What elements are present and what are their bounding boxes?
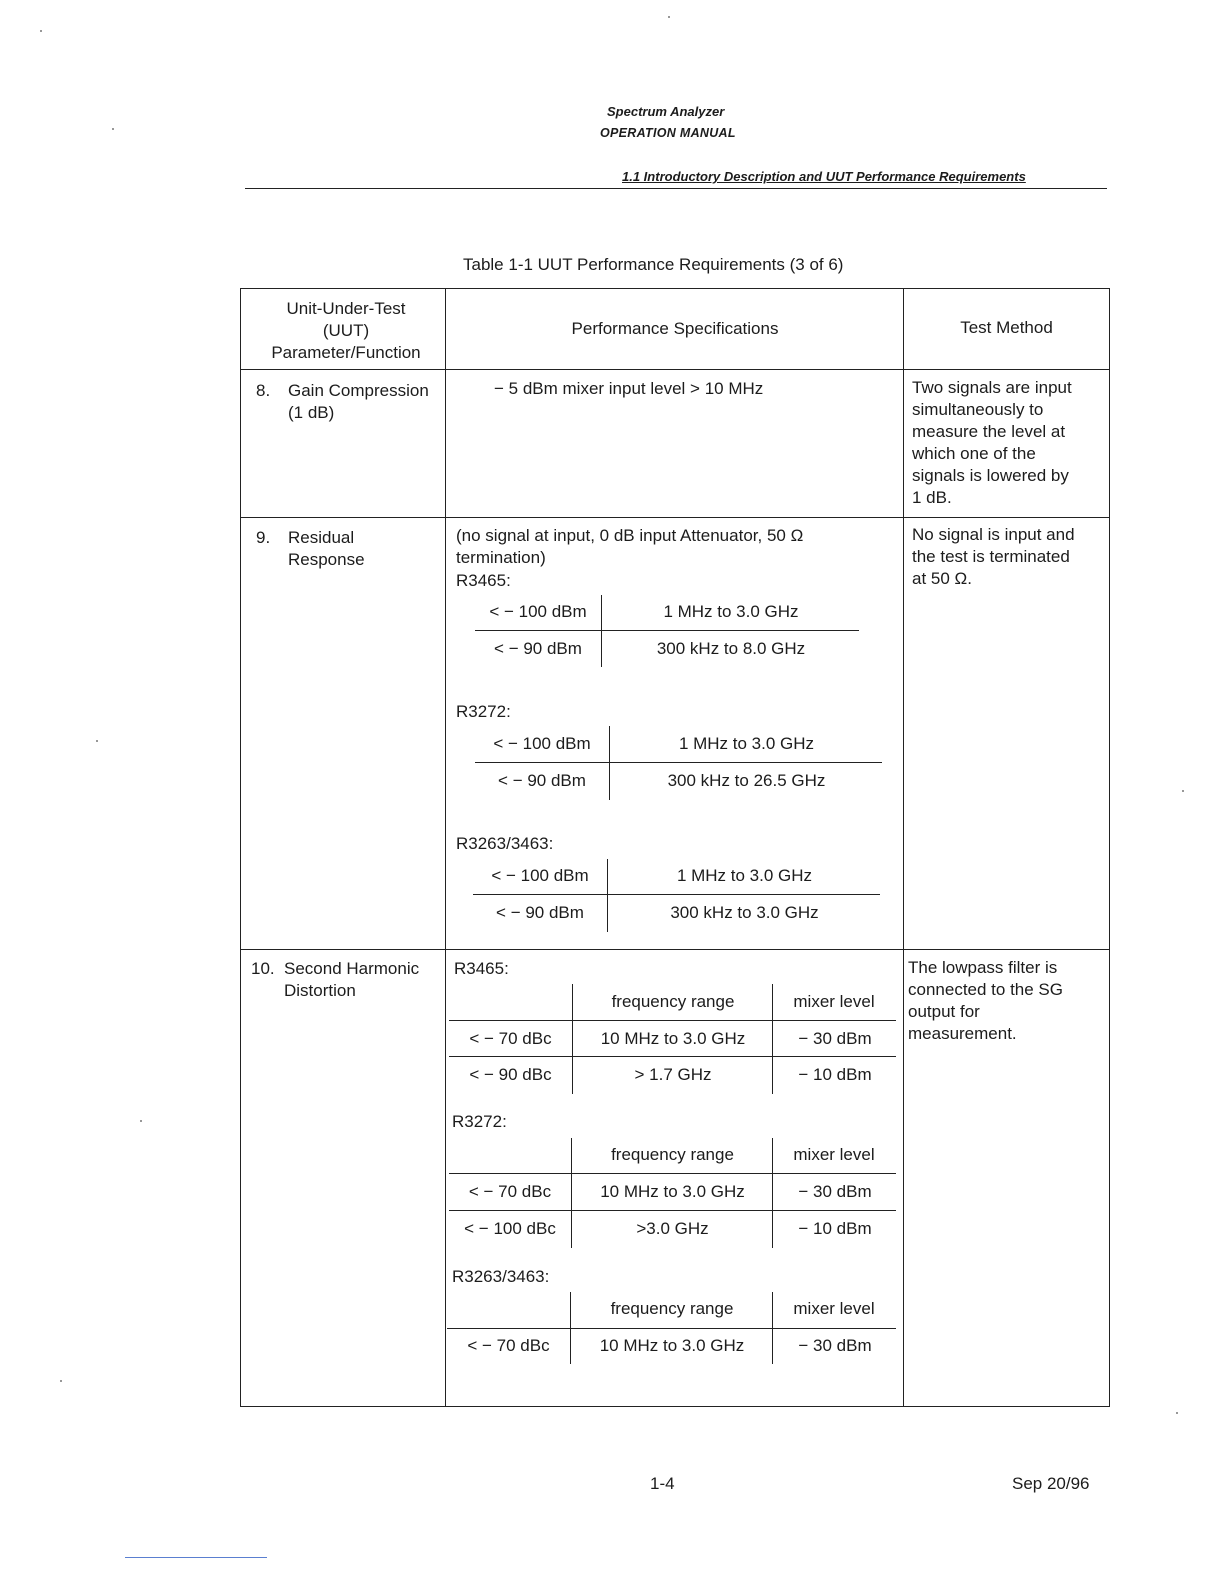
subtable-divider <box>571 1138 572 1248</box>
residual-range: 300 kHz to 3.0 GHz <box>670 903 819 922</box>
revision-date: Sep 20/96 <box>1012 1474 1090 1493</box>
subtable-divider <box>772 1138 773 1248</box>
header-param-line3: Parameter/Function <box>271 343 421 362</box>
harmonic-level: < − 100 dBc <box>464 1219 556 1238</box>
col-mixer-level: mixer level <box>793 1299 875 1318</box>
col-divider-2 <box>903 288 904 1406</box>
residual-range: 1 MHz to 3.0 GHz <box>676 866 813 885</box>
row8-method-line: which one of the <box>912 444 1036 463</box>
residual-level: < − 90 dBm <box>496 903 584 922</box>
row8-method-line: Two signals are input <box>912 378 1072 397</box>
row9-name-line2: Response <box>288 550 365 569</box>
row10-method-line: output for <box>908 1002 980 1021</box>
row8-name <box>288 380 429 424</box>
harmonic-level: < − 70 dBc <box>467 1336 550 1355</box>
row-divider-9 <box>240 949 1110 950</box>
col-frequency-range: frequency range <box>611 1145 734 1164</box>
row8-name-line2: (1 dB) <box>288 403 335 422</box>
row10-model-r3272: R3272: <box>452 1112 507 1131</box>
row10-method-line: measurement. <box>908 1024 1017 1043</box>
harmonic-mixer: − 10 dBm <box>798 1219 872 1238</box>
row-divider-header <box>240 369 1110 370</box>
scan-speck <box>668 16 670 18</box>
residual-level: < − 90 dBm <box>494 639 582 658</box>
harmonic-mixer: − 30 dBm <box>798 1182 872 1201</box>
scan-speck <box>1176 1412 1178 1414</box>
row8-method-line: signals is lowered by <box>912 466 1069 485</box>
row8-method-line: simultaneously to <box>912 400 1044 419</box>
row9-number: 9. <box>256 528 271 547</box>
harmonic-mixer: − 30 dBm <box>798 1029 872 1048</box>
subtable-rule <box>447 1328 896 1329</box>
row10-method <box>908 957 1063 1045</box>
harmonic-level: < − 90 dBc <box>469 1065 552 1084</box>
row8-spec: − 5 dBm mixer input level > 10 MHz <box>494 379 764 398</box>
row10-number: 10. <box>251 959 275 978</box>
harmonic-range: 10 MHz to 3.0 GHz <box>600 1029 746 1048</box>
header-param-line1: Unit-Under-Test <box>286 299 406 318</box>
subtable-rule <box>475 630 859 631</box>
harmonic-range: >3.0 GHz <box>636 1219 709 1238</box>
row-divider-8 <box>240 517 1110 518</box>
scan-speck <box>112 128 114 130</box>
document-title: Spectrum Analyzer <box>607 104 725 119</box>
harmonic-level: < − 70 dBc <box>468 1182 552 1201</box>
row10-model-r3465: R3465: <box>454 959 509 978</box>
row9-model-r3263: R3263/3463: <box>456 834 554 853</box>
row9-intro-line2: termination) <box>456 548 546 567</box>
row9-method <box>912 524 1075 590</box>
row8-number: 8. <box>256 381 271 400</box>
page-number: 1-4 <box>650 1474 675 1493</box>
col-divider-1 <box>445 288 446 1406</box>
scan-edge-mark <box>125 1557 267 1558</box>
row10-model-r3263: R3263/3463: <box>452 1267 550 1286</box>
col-mixer-level: mixer level <box>793 1145 875 1164</box>
col-frequency-range: frequency range <box>611 992 735 1011</box>
subtable-rule <box>449 1210 896 1211</box>
row9-method-line: the test is terminated <box>912 547 1070 566</box>
header-param <box>248 298 444 364</box>
table-caption: Table 1-1 UUT Performance Requirements (3 of 6) <box>463 255 844 274</box>
row10-name-line1: Second Harmonic <box>284 959 420 978</box>
residual-range: 300 kHz to 26.5 GHz <box>667 771 826 790</box>
row9-intro <box>456 525 803 569</box>
row9-name <box>288 527 365 571</box>
residual-range: 300 kHz to 8.0 GHz <box>656 639 806 658</box>
row9-model-r3272: R3272: <box>456 702 511 721</box>
residual-level: < − 100 dBm <box>493 734 591 753</box>
residual-level: < − 90 dBm <box>498 771 586 790</box>
scan-speck <box>40 30 42 32</box>
residual-range: 1 MHz to 3.0 GHz <box>663 602 799 621</box>
harmonic-range: > 1.7 GHz <box>634 1065 712 1084</box>
subtable-rule <box>475 762 882 763</box>
harmonic-range: 10 MHz to 3.0 GHz <box>600 1182 745 1201</box>
row9-method-line: No signal is input and <box>912 525 1075 544</box>
residual-range: 1 MHz to 3.0 GHz <box>678 734 815 753</box>
scan-speck <box>1182 790 1184 792</box>
subtable-rule <box>449 1056 896 1057</box>
subtable-divider <box>609 726 610 800</box>
row8-method <box>912 377 1072 509</box>
residual-level: < − 100 dBm <box>491 866 589 885</box>
row10-name <box>284 958 419 1002</box>
row10-name-line2: Distortion <box>284 981 356 1000</box>
subtable-rule <box>473 894 880 895</box>
header-rule <box>245 188 1107 189</box>
subtable-divider <box>772 984 773 1094</box>
subtable-divider <box>601 595 602 667</box>
scan-speck <box>140 1120 142 1122</box>
residual-level: < − 100 dBm <box>489 602 587 621</box>
row10-method-line: connected to the SG <box>908 980 1063 999</box>
subtable-divider <box>572 984 573 1094</box>
row9-model-r3465: R3465: <box>456 571 511 590</box>
header-method: Test Method <box>960 318 1053 337</box>
row9-intro-line1: (no signal at input, 0 dB input Attenuator, 50 Ω <box>456 526 804 545</box>
row8-method-line: 1 dB. <box>912 488 952 507</box>
row9-method-line: at 50 Ω. <box>912 569 972 588</box>
harmonic-mixer: − 30 dBm <box>798 1336 872 1355</box>
document-subtitle: OPERATION MANUAL <box>600 126 736 140</box>
col-mixer-level: mixer level <box>793 992 875 1011</box>
header-param-line2: (UUT) <box>322 321 370 340</box>
subtable-rule <box>449 1020 896 1021</box>
subtable-divider <box>607 859 608 932</box>
row9-name-line1: Residual <box>288 528 355 547</box>
col-frequency-range: frequency range <box>610 1299 734 1318</box>
section-heading: 1.1 Introductory Description and UUT Performance Requirements <box>622 169 1026 184</box>
header-spec: Performance Specifications <box>571 319 779 338</box>
subtable-rule <box>449 1173 896 1174</box>
row10-method-line: The lowpass filter is <box>908 958 1058 977</box>
harmonic-level: < − 70 dBc <box>469 1029 552 1048</box>
harmonic-mixer: − 10 dBm <box>798 1065 872 1084</box>
row8-method-line: measure the level at <box>912 422 1066 441</box>
scan-speck <box>60 1380 62 1382</box>
row8-name-line1: Gain Compression <box>288 381 429 400</box>
scan-speck <box>96 740 98 742</box>
harmonic-range: 10 MHz to 3.0 GHz <box>599 1336 745 1355</box>
